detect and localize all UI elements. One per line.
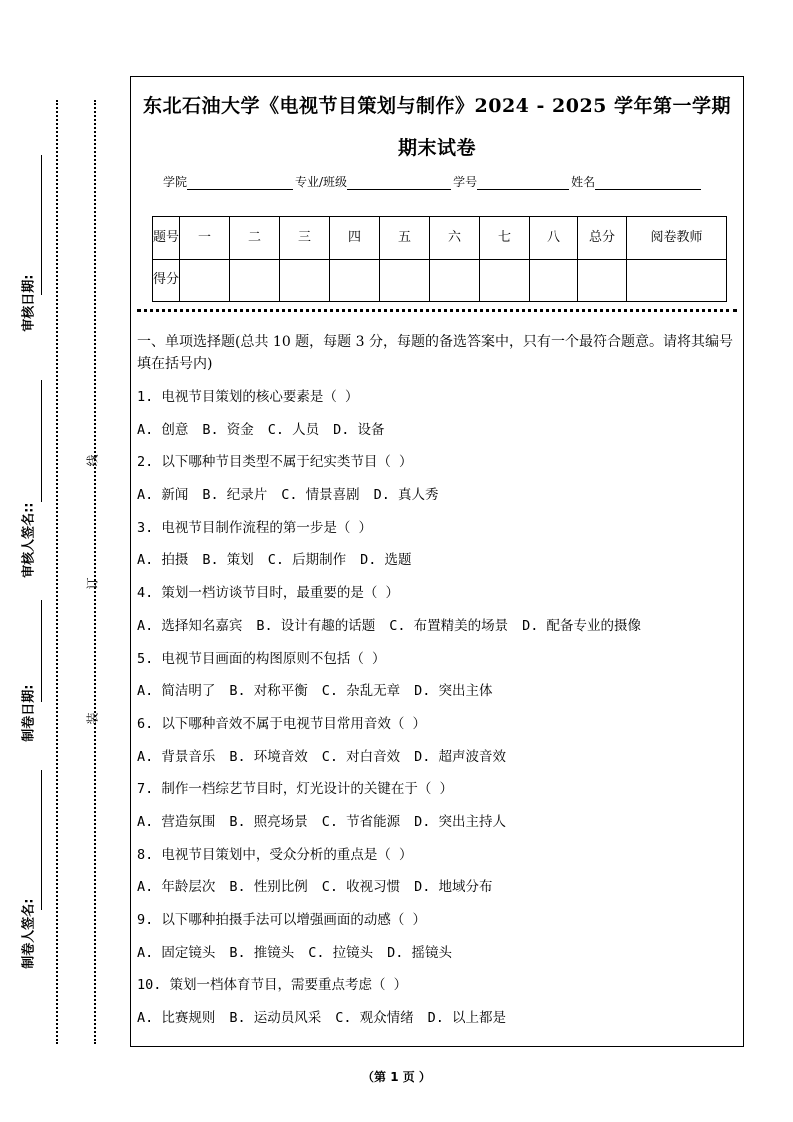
score-header-cell: 六 — [430, 217, 480, 260]
question-options — [137, 414, 741, 447]
score-header-cell: 阅卷教师 — [627, 217, 727, 260]
question-text: 10. 策划一档体育节目，需要重点考虑（ ） — [137, 977, 408, 994]
option-choice[interactable]: C. 后期制作 — [267, 552, 347, 569]
score-header-cell: 七 — [480, 217, 530, 260]
info-label-college: 学院 — [163, 175, 188, 189]
option-choice[interactable]: D. 地域分布 — [414, 879, 493, 896]
question-text: 7. 制作一档综艺节目时，灯光设计的关键在于（ ） — [137, 781, 454, 798]
exam-frame — [130, 76, 744, 1047]
question-options — [137, 806, 741, 839]
score-cell[interactable] — [180, 259, 230, 302]
question-text: 1. 电视节目策划的核心要素是（ ） — [137, 389, 359, 405]
option-choice[interactable]: B. 纪录片 — [202, 487, 268, 504]
option-choice[interactable]: D. 以上都是 — [427, 1010, 507, 1027]
option-choice[interactable]: D. 突出主持人 — [414, 813, 507, 830]
score-header-cell: 三 — [280, 217, 330, 260]
option-choice[interactable]: A. 创意 — [137, 421, 189, 438]
option-choice[interactable]: A. 营造氛围 — [137, 813, 216, 830]
option-choice[interactable]: C. 拉镜头 — [308, 944, 374, 961]
score-table-header-row — [153, 217, 727, 260]
page-number: （第 1 页 ） — [362, 1070, 431, 1084]
option-choice[interactable]: D. 选题 — [360, 552, 412, 569]
option-choice[interactable]: A. 年龄层次 — [137, 879, 216, 896]
option-choice[interactable]: D. 设备 — [333, 421, 385, 438]
question-text: 4. 策划一档访谈节目时，最重要的是（ ） — [137, 585, 400, 602]
binding-dotted-line-right — [94, 100, 96, 1044]
score-cell[interactable] — [480, 259, 530, 302]
score-cell[interactable] — [330, 259, 380, 302]
score-table — [152, 216, 727, 302]
option-choice[interactable]: B. 照亮场景 — [229, 813, 308, 830]
question-options — [137, 544, 741, 577]
option-choice[interactable]: C. 人员 — [267, 421, 320, 438]
question-options — [137, 871, 741, 904]
option-choice[interactable]: B. 运动员风采 — [229, 1010, 322, 1027]
score-row-label: 得分 — [153, 259, 180, 302]
option-choice[interactable]: D. 超声波音效 — [414, 748, 507, 765]
option-choice[interactable]: B. 环境音效 — [229, 748, 308, 765]
option-choice[interactable]: A. 比赛规则 — [137, 1010, 216, 1027]
major-blank[interactable] — [347, 177, 451, 190]
prepare-date-line — [41, 600, 42, 702]
option-choice[interactable]: B. 策划 — [202, 552, 254, 569]
prepare-date-label: 制卷日期: — [21, 684, 37, 742]
binding-dotted-line-left — [56, 100, 58, 1044]
reviewer-sign-label: 审核人签名:: — [21, 502, 37, 578]
reviewer-sign-line — [41, 380, 42, 502]
option-choice[interactable]: D. 摇镜头 — [387, 944, 453, 961]
score-cell[interactable] — [230, 259, 280, 302]
question-options — [137, 937, 741, 970]
score-header-cell: 题号 — [153, 217, 180, 260]
score-header-cell: 总分 — [578, 217, 627, 260]
binding-text-ding: 订 — [85, 577, 100, 590]
option-choice[interactable]: D. 真人秀 — [373, 487, 439, 504]
option-choice[interactable]: B. 性别比例 — [229, 879, 308, 896]
option-choice[interactable]: C. 收视习惯 — [321, 879, 401, 896]
option-choice[interactable]: C. 节省能源 — [321, 813, 401, 830]
option-choice[interactable]: A. 拍摄 — [137, 552, 189, 569]
option-choice[interactable]: B. 推镜头 — [229, 944, 295, 961]
info-label-student-id: 学号 — [453, 175, 478, 189]
score-cell[interactable] — [578, 259, 627, 302]
preparer-sign-label: 制卷人签名: — [21, 898, 37, 969]
student-info-row — [163, 173, 703, 190]
exam-subtitle: 期末试卷 — [397, 137, 476, 159]
option-choice[interactable]: C. 观众情绪 — [335, 1010, 414, 1027]
question-text: 9. 以下哪种拍摄手法可以增强画面的动感（ ） — [137, 912, 427, 928]
option-choice[interactable]: C. 情景喜剧 — [281, 487, 360, 504]
option-choice[interactable]: A. 简洁明了 — [137, 683, 216, 700]
exam-title: 东北石油大学《电视节目策划与制作》2024 - 2025 学年第一学期 — [143, 95, 731, 117]
question-text: 5. 电视节目画面的构图原则不包括（ ） — [137, 650, 386, 667]
option-choice[interactable]: A. 选择知名嘉宾 — [137, 617, 243, 634]
binding-text-zhuang: 装 — [85, 712, 100, 725]
option-choice[interactable]: A. 新闻 — [137, 487, 189, 504]
question-options — [137, 741, 741, 774]
option-choice[interactable]: A. 背景音乐 — [137, 748, 216, 765]
score-cell[interactable] — [430, 259, 480, 302]
score-header-cell: 一 — [180, 217, 230, 260]
option-choice[interactable]: D. 突出主体 — [414, 683, 493, 700]
score-header-cell: 四 — [330, 217, 380, 260]
score-cell[interactable] — [627, 259, 727, 302]
question-options — [137, 610, 741, 643]
name-blank[interactable] — [595, 177, 701, 190]
option-choice[interactable]: C. 对白音效 — [321, 748, 401, 765]
option-choice[interactable]: D. 配备专业的摄像 — [522, 617, 642, 634]
review-date-label: 审核日期: — [21, 274, 37, 332]
question-section — [137, 331, 741, 1035]
question-list — [137, 381, 741, 1035]
score-cell[interactable] — [380, 259, 430, 302]
score-header-cell: 五 — [380, 217, 430, 260]
score-header-cell: 八 — [530, 217, 578, 260]
question-options — [137, 675, 741, 708]
question-text: 6. 以下哪种音效不属于电视节目常用音效（ ） — [137, 715, 427, 732]
section-instruction: 一、单项选择题(总共 10 题，每题 3 分，每题的备选答案中，只有一个最符合题意。请将其编号填在括号内) — [137, 334, 733, 372]
info-label-major: 专业/班级 — [295, 175, 348, 189]
option-choice[interactable]: C. 布置精美的场景 — [389, 617, 509, 634]
question-text: 2. 以下哪种节目类型不属于纪实类节目（ ） — [137, 454, 413, 471]
college-blank[interactable] — [187, 177, 293, 190]
option-choice[interactable]: C. 杂乱无章 — [321, 683, 401, 700]
binding-text-xian: 线 — [85, 454, 100, 467]
question-text: 8. 电视节目策划中，受众分析的重点是（ ） — [137, 846, 413, 863]
preparer-sign-line — [41, 770, 42, 910]
question-options — [137, 479, 741, 512]
option-choice[interactable]: B. 资金 — [202, 421, 254, 438]
question-text: 3. 电视节目制作流程的第一步是（ ） — [137, 519, 373, 536]
header-dotted-separator — [137, 309, 737, 312]
score-cell[interactable] — [280, 259, 330, 302]
student-id-blank[interactable] — [477, 177, 569, 190]
option-choice[interactable]: B. 设计有趣的话题 — [256, 617, 376, 634]
option-choice[interactable]: A. 固定镜头 — [137, 944, 216, 961]
option-choice[interactable]: B. 对称平衡 — [229, 683, 308, 700]
score-table-score-row — [153, 259, 727, 302]
score-header-cell: 二 — [230, 217, 280, 260]
review-date-line — [41, 155, 42, 295]
info-label-name: 姓名 — [571, 175, 596, 189]
score-cell[interactable] — [530, 259, 578, 302]
question-options — [137, 1002, 741, 1035]
